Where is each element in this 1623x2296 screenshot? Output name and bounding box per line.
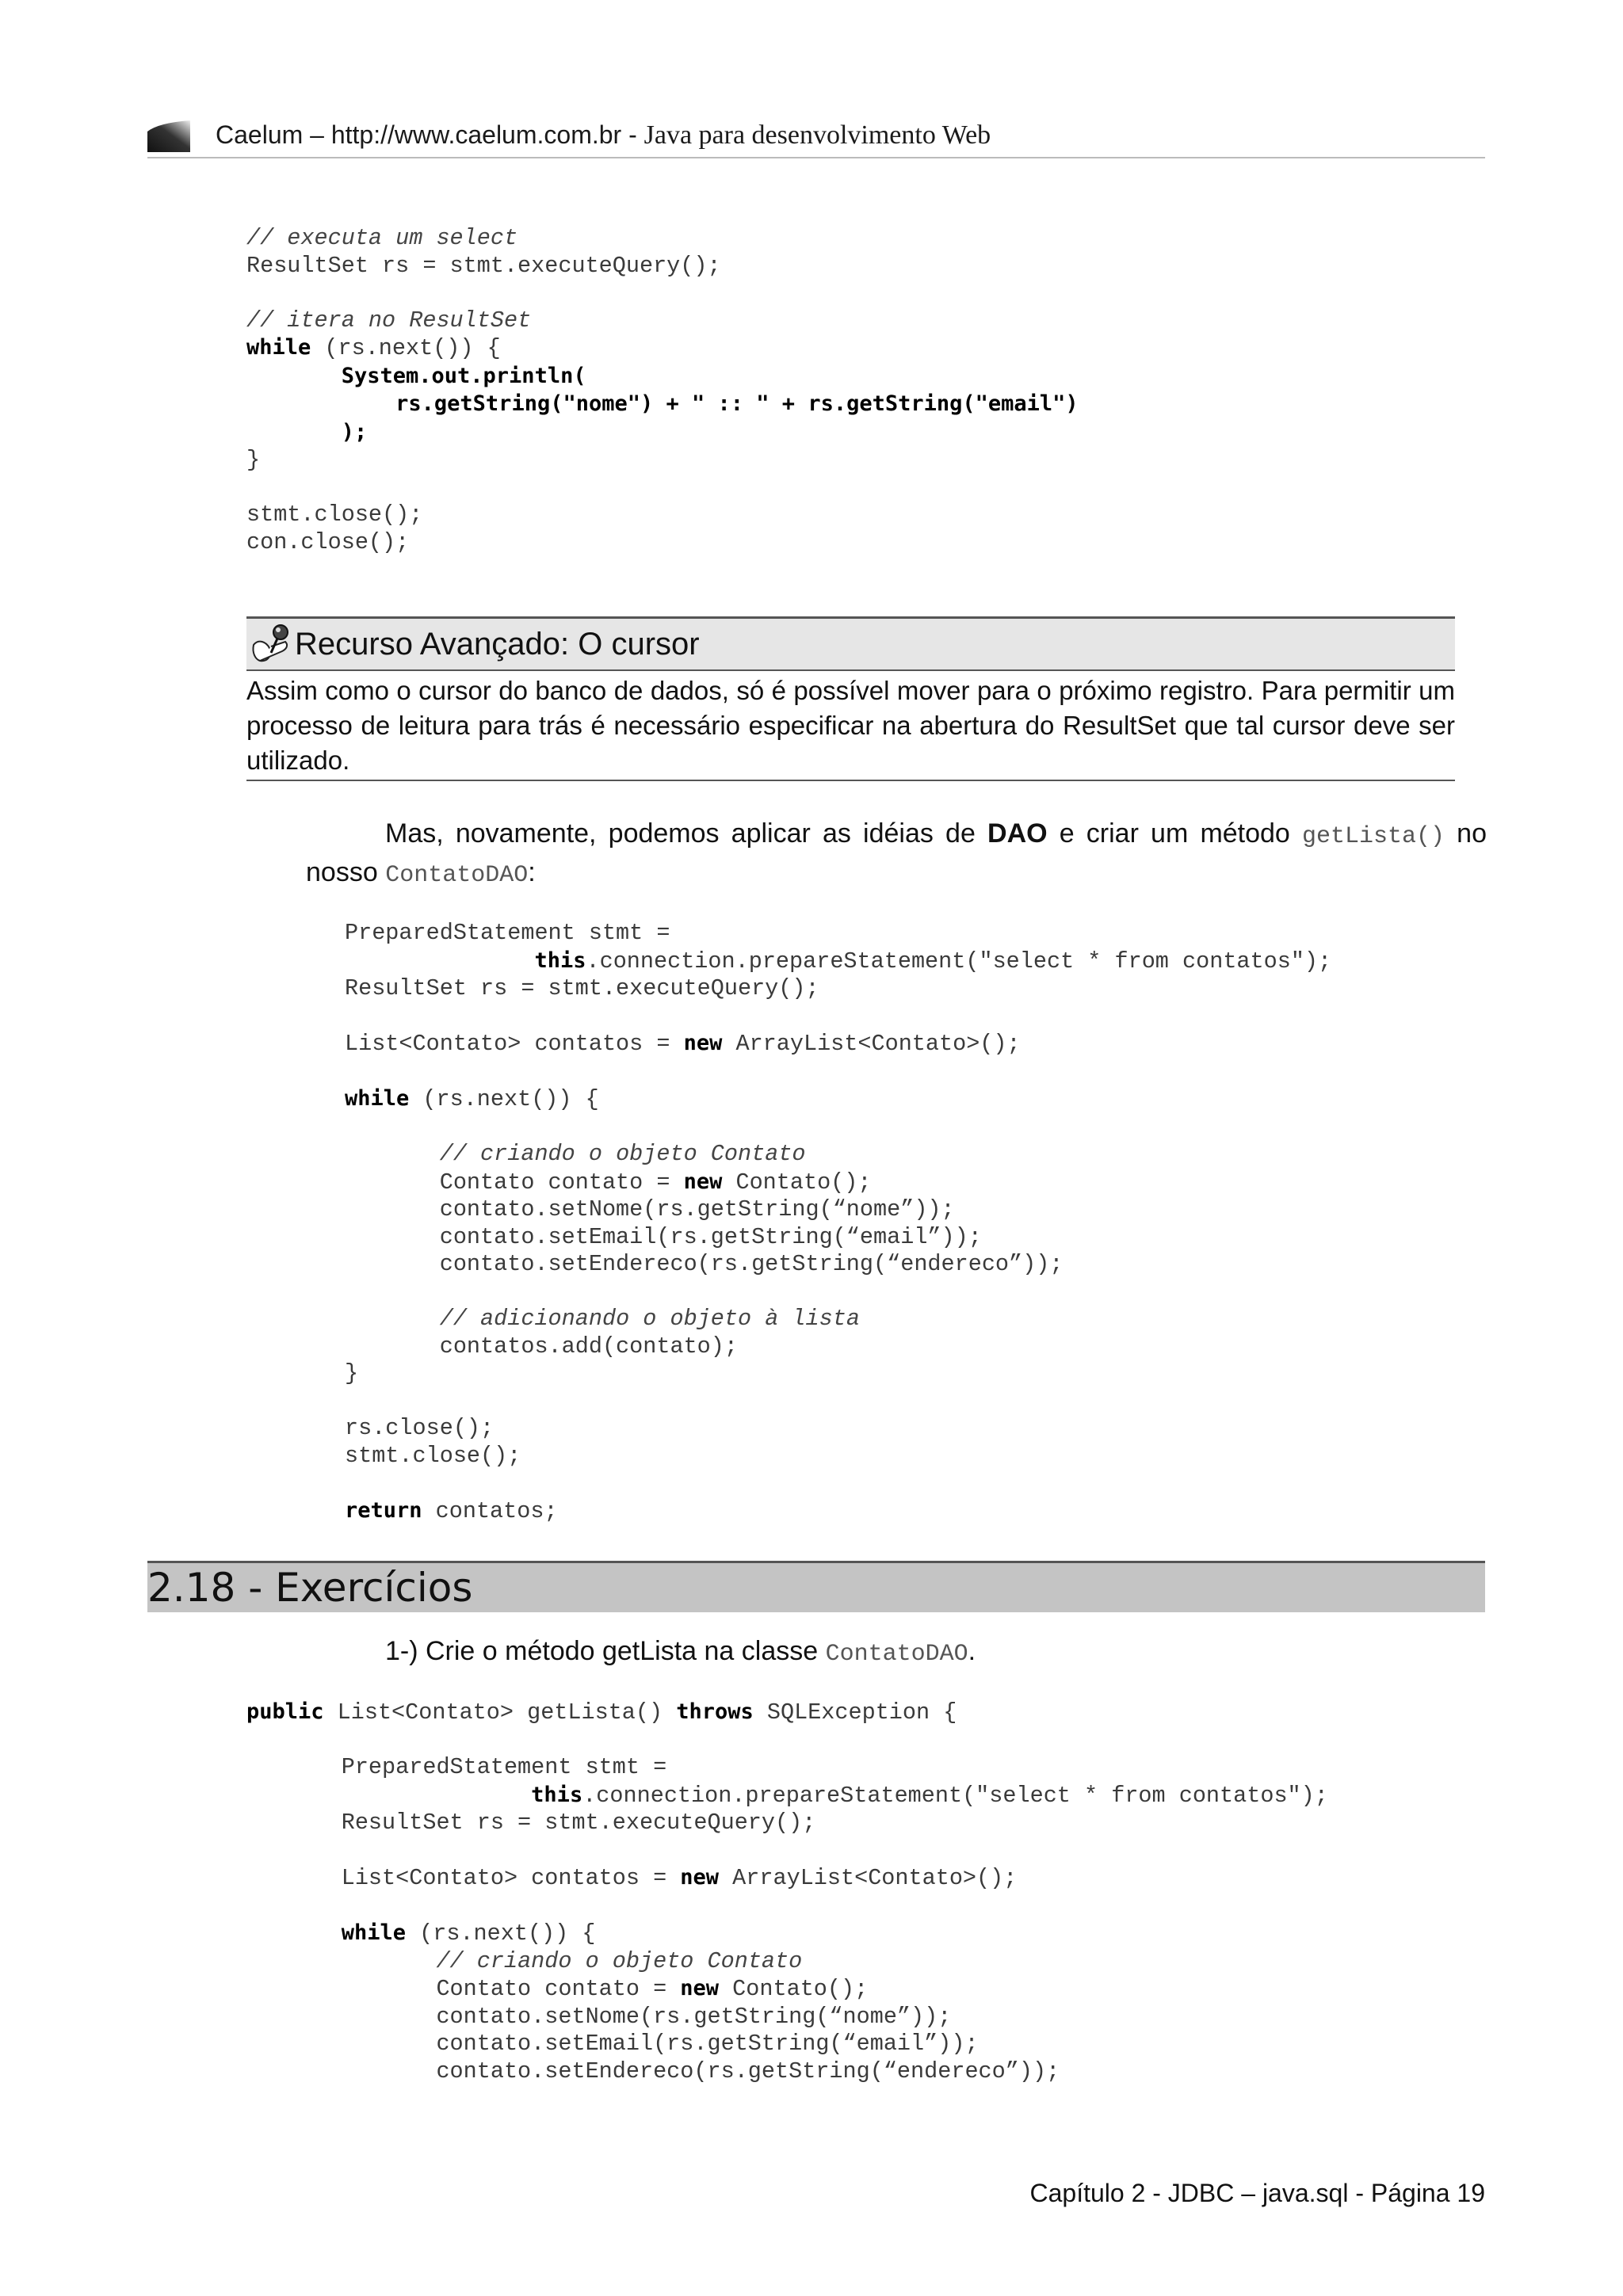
code-keyword: throws — [676, 1699, 754, 1724]
code-text — [246, 1783, 531, 1809]
code-line — [246, 1783, 1328, 1809]
code-text: stmt.close(); — [246, 502, 423, 528]
code-keyword: new — [680, 1976, 720, 2000]
code-text: contato.setEndereco(rs.getString(“endereco”)); — [246, 2058, 1060, 2084]
code-keyword: while — [246, 335, 311, 360]
exercise-item: 1-) Crie o método getLista na classe ContatoDAO. — [385, 1636, 976, 1668]
code-text: List<Contato> getLista() — [323, 1699, 677, 1726]
code-line — [246, 225, 517, 251]
code-keyword: new — [680, 1865, 720, 1890]
note-bottom-divider — [246, 780, 1455, 781]
code-line — [246, 420, 367, 446]
code-text: (rs.next()) { — [406, 1920, 596, 1947]
code-text — [345, 1141, 440, 1167]
code-text: PreparedStatement stmt = — [345, 920, 670, 946]
code-text: ArrayList<Contato>(); — [722, 1031, 1021, 1057]
code-line — [345, 1141, 806, 1167]
pushpin-icon — [250, 621, 293, 666]
code-text: contato.setNome(rs.getString(“nome”)); — [345, 1196, 955, 1222]
code-text: (rs.next()) { — [311, 335, 501, 361]
code-text: contato.setEndereco(rs.getString(“endereco”)); — [345, 1251, 1064, 1277]
code-keyword: rs.getString("nome") + " :: " + rs.getString("email") — [395, 391, 1079, 416]
code-line — [345, 1306, 860, 1332]
code-line — [345, 1415, 494, 1441]
code-keyword: new — [683, 1169, 723, 1194]
code-text: contato.setEmail(rs.getString(“email”)); — [345, 1223, 982, 1250]
code-text — [246, 420, 342, 446]
code-line — [246, 364, 586, 390]
page-footer: Capítulo 2 - JDBC – java.sql - Página 19 — [1029, 2179, 1485, 2207]
code-keyword: this — [531, 1782, 583, 1807]
note-title: Recurso Avançado: O cursor — [295, 627, 700, 662]
code-line — [246, 2004, 951, 2030]
code-text: } — [345, 1360, 359, 1386]
code-comment: // adicionando o objeto à lista — [439, 1306, 860, 1332]
code-text: .connection.prepareStatement("select * from contatos"); — [586, 948, 1332, 974]
code-text: Contato contato = — [345, 1169, 684, 1196]
code-keyword: while — [345, 1086, 410, 1111]
code-line — [246, 529, 409, 555]
code-keyword: new — [683, 1031, 723, 1055]
code-line — [345, 1333, 738, 1360]
code-text: contatos.add(contato); — [345, 1333, 738, 1360]
code-text — [246, 364, 342, 390]
code-line — [345, 948, 1331, 974]
code-line — [246, 1976, 868, 2002]
code-comment: // itera no ResultSet — [246, 307, 532, 334]
header-divider — [147, 157, 1485, 158]
code-text: SQLException { — [753, 1699, 957, 1726]
code-line — [246, 2058, 1060, 2084]
code-keyword: return — [345, 1497, 422, 1523]
code-block-getlista-method — [246, 1699, 1328, 2085]
code-line — [345, 1251, 1063, 1277]
code-text: List<Contato> contatos = — [246, 1865, 681, 1891]
code-text — [246, 391, 395, 418]
code-text: contato.setNome(rs.getString(“nome”)); — [246, 2003, 952, 2030]
code-text: ResultSet rs = stmt.executeQuery(); — [246, 252, 721, 279]
code-line — [246, 1920, 595, 1947]
code-line — [246, 391, 1079, 418]
note-title-divider — [246, 669, 1455, 671]
code-text: contato.setEmail(rs.getString(“email”)); — [246, 2031, 979, 2057]
code-line — [246, 1699, 957, 1726]
code-line — [345, 1169, 872, 1196]
note-body: Assim como o cursor do banco de dados, só é possível mover para o próximo registro. Para permitir um processo de leitura para trás é necessário especificar na abertura do ResultSet que tal cursor deve ser utilizado. — [246, 676, 1455, 775]
code-text — [345, 948, 534, 974]
code-text: Contato contato = — [246, 1976, 681, 2002]
code-line — [345, 975, 819, 1001]
code-block-executequery — [246, 225, 1079, 556]
code-keyword: System.out.println( — [341, 363, 586, 388]
code-line — [246, 335, 501, 361]
code-line — [246, 1948, 802, 1974]
code-line — [246, 502, 422, 528]
code-text — [345, 1306, 440, 1332]
code-text: Contato(); — [722, 1169, 872, 1196]
body-paragraph: Mas, novamente, podemos aplicar as idéias de DAO e criar um método getLista() no nosso ContatoDAO: — [306, 818, 1487, 889]
code-text: (rs.next()) { — [409, 1086, 599, 1112]
code-line — [246, 1810, 815, 1836]
code-text: ResultSet rs = stmt.executeQuery(); — [246, 1810, 816, 1836]
code-text: Contato(); — [719, 1976, 869, 2002]
caelum-logo-icon — [147, 120, 190, 152]
code-text — [246, 1920, 342, 1947]
code-text: .connection.prepareStatement("select * from contatos"); — [582, 1782, 1328, 1809]
code-line — [345, 1196, 955, 1222]
code-keyword: this — [534, 948, 586, 973]
code-line — [345, 920, 670, 946]
code-line — [345, 1086, 599, 1112]
code-line — [246, 2031, 979, 2057]
code-line — [246, 307, 531, 334]
code-line — [246, 1754, 666, 1780]
code-text: stmt.close(); — [345, 1442, 521, 1469]
code-text: } — [246, 447, 261, 473]
code-line — [246, 447, 260, 473]
code-keyword: while — [341, 1920, 407, 1945]
code-line — [345, 1498, 558, 1524]
code-line — [345, 1224, 982, 1250]
section-title: 2.18 - Exercícios — [147, 1565, 473, 1611]
code-comment: // criando o objeto Contato — [439, 1141, 806, 1167]
code-line — [345, 1360, 358, 1386]
code-comment: // criando o objeto Contato — [436, 1947, 803, 1974]
code-text: List<Contato> contatos = — [345, 1031, 684, 1057]
code-text: ArrayList<Contato>(); — [719, 1865, 1018, 1891]
code-text: rs.close(); — [345, 1415, 495, 1441]
code-line — [345, 1031, 1021, 1057]
header-title: Caelum – http://www.caelum.com.br - Java para desenvolvimento Web — [216, 120, 991, 150]
code-text: con.close(); — [246, 528, 410, 555]
code-block-getlista-body — [345, 920, 1331, 1525]
code-text — [246, 1948, 436, 1974]
code-keyword: public — [246, 1699, 324, 1724]
code-line — [246, 253, 721, 279]
code-text: contatos; — [422, 1497, 558, 1524]
code-text: PreparedStatement stmt = — [246, 1754, 667, 1780]
code-comment: // executa um select — [246, 225, 518, 251]
code-line — [246, 1865, 1017, 1891]
code-text: ResultSet rs = stmt.executeQuery(); — [345, 975, 819, 1001]
code-line — [345, 1443, 521, 1469]
code-keyword: ); — [341, 419, 368, 444]
